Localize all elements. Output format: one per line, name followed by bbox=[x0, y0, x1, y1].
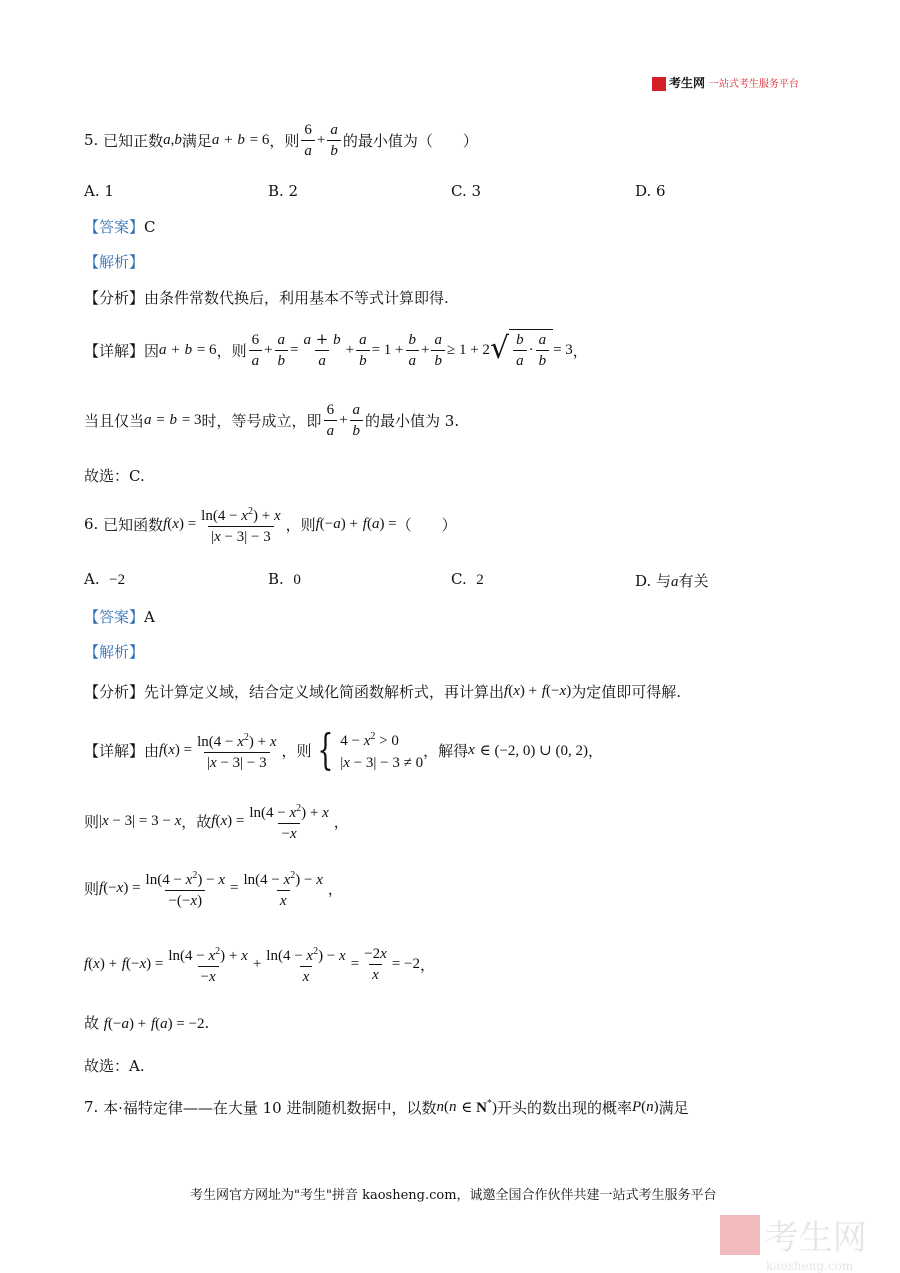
q6-option-a: A. −2 bbox=[84, 570, 126, 588]
q5-option-c: C. 3 bbox=[451, 182, 482, 200]
q6-detail-3: 则 f (− x ) = $\frac{\ln(4 - x^2) - x}{-(-x)}$ = $\frac{\ln(4 - x^2) - x}{x}$ ， bbox=[84, 869, 343, 909]
q5-stem: 5. 已知正数 a , b 满足 a + b = 6 ，则 $\frac{6}{a}$ + $\frac{a}{b}$ 的最小值为（ ） bbox=[84, 121, 478, 159]
q6-detail-4: f ( x ) + f (− x ) = $\frac{\ln(4 - x^2) + x}{-x}$ + $\frac{\ln(4 - x^2) - x}{x}$ = $\frac{-2x}{x}$ = −2 ， bbox=[84, 945, 436, 985]
q7-stem: 7. 本·福特定律——在大量 10 进制随机数据中，以数 n ( n ∈ N*) 开头的数出现的概率 P ( n ) 满足 bbox=[84, 1097, 689, 1117]
q6-option-b: B. 0 bbox=[268, 570, 301, 588]
q5-conclusion: 故选：C. bbox=[84, 467, 145, 485]
q6-option-c: C. 2 bbox=[451, 570, 484, 588]
q6-analysis-tag: 【解析】 bbox=[84, 643, 145, 661]
footer-text: 考生网官方网址为"考生"拼音 kaosheng.com，诚邀全国合作伙伴共建一站式考生服务平台 bbox=[190, 1188, 717, 1203]
q6-stem: 6. 已知函数 f ( x ) = $\frac{\ln(4 - x^2) + x}{|x - 3| - 3}$ ，则 f (− a ) + f ( a ) = （ ） bbox=[84, 505, 457, 545]
q6-detail-2: 则 |x − 3| = 3 − x ，故 f ( x ) = $\frac{\ln(4 - x^2) + x}{-x}$ ， bbox=[84, 802, 349, 842]
q5-equality: 当且仅当 a = b = 3 时，等号成立，即 $\frac{6}{a}$ + $\frac{a}{b}$ 的最小值为 3. bbox=[84, 401, 460, 439]
q6-detail-1: 【详解】 由 f ( x ) = $\frac{\ln(4 - x^2) + x}{|x - 3| - 3}$ ，则 { $4 - x^2 > 0$ |x − 3| − 3 ≠ 0 ，解得 x ∈ (−2, 0) ∪ (0, 2) ， bbox=[84, 725, 603, 774]
watermark-logo-icon bbox=[720, 1215, 760, 1255]
q5-fenxi: 【分析】由条件常数代换后，利用基本不等式计算即得. bbox=[84, 289, 449, 307]
q5-option-b: B. 2 bbox=[268, 182, 299, 200]
q5-detail: 【详解】 因 a + b = 6 ，则 $\frac{6}{a}$ + $\frac{a}{b}$ = $\frac{a + b}{a}$ + $\frac{a}{b}$ = 1 + $\frac{b}{a}$ + $\frac{a}{b}$ ≥ 1 + 2 √ $\frac{b}{a}$ · $\frac{a}{b}$ = 3 ， bbox=[84, 330, 588, 369]
q6-answer: 【答案】A bbox=[84, 608, 155, 626]
logo-slogan: 一站式考生服务平台 bbox=[708, 79, 799, 90]
q6-conclusion: 故选：A. bbox=[84, 1057, 145, 1075]
watermark: 考生网 kaosheng.com bbox=[720, 1210, 867, 1273]
q6-detail-5: 故 f(−a) + f(a) = −2. bbox=[84, 1014, 210, 1032]
q5-analysis-tag: 【解析】 bbox=[84, 253, 145, 271]
header-logo bbox=[652, 74, 799, 91]
q5-answer: 【答案】C bbox=[84, 218, 156, 236]
q6-option-d: D. 与a有关 bbox=[635, 572, 709, 590]
q6-fenxi: 【分析】 先计算定义域，结合定义域化简函数解析式，再计算出 f ( x ) + f (− x ) 为定值即可得解. bbox=[84, 682, 681, 701]
kaosheng-logo-icon bbox=[652, 77, 666, 91]
q5-option-d: D. 6 bbox=[635, 182, 666, 200]
q5-option-a: A. 1 bbox=[84, 182, 114, 200]
logo-text: 考生网 bbox=[669, 76, 706, 90]
